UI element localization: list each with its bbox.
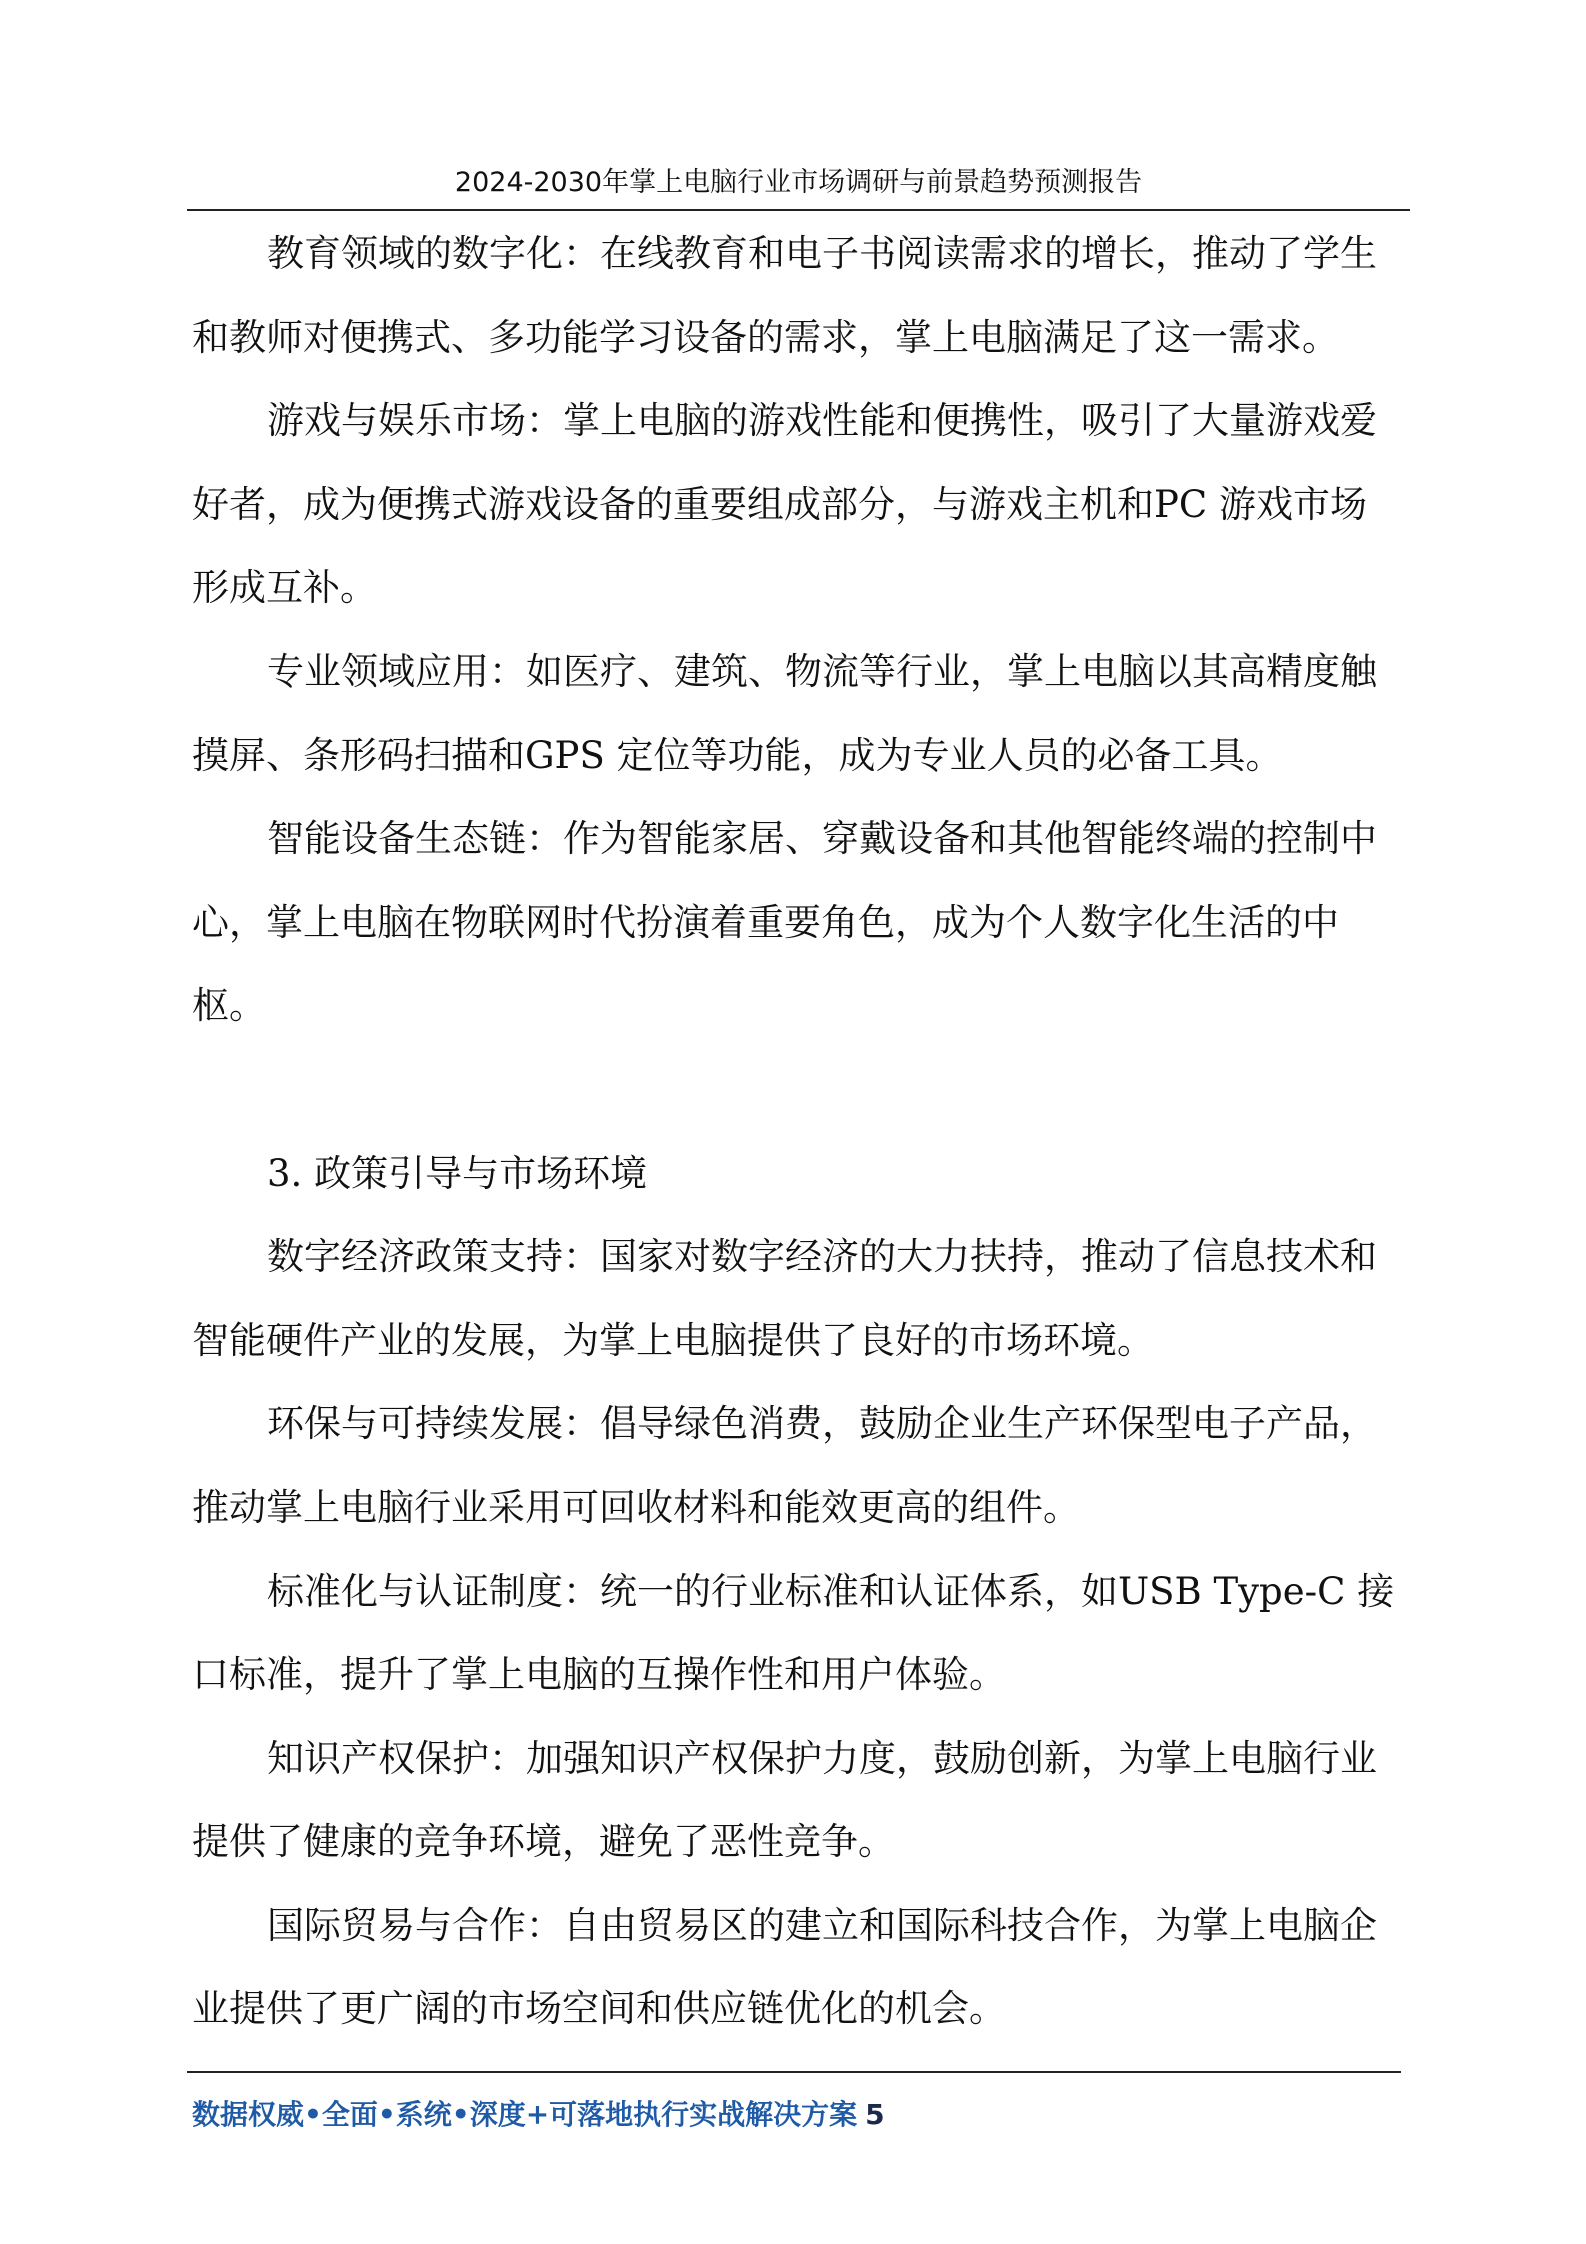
- text-line: 枢。: [192, 984, 266, 1028]
- text-line: 业提供了更广阔的市场空间和供应链优化的机会。: [192, 1987, 1006, 2031]
- footer-divider: [187, 2071, 1401, 2073]
- section-heading: 3. 政策引导与市场环境: [267, 1151, 648, 1195]
- text-line: 环保与可持续发展：倡导绿色消费，鼓励企业生产环保型电子产品，: [267, 1402, 1377, 1446]
- paragraph-standardization: [192, 1550, 1407, 1717]
- blank-line: [192, 1048, 1407, 1132]
- header-divider: [187, 209, 1410, 211]
- text-line: 标准化与认证制度：统一的行业标准和认证体系，如USB Type-C 接: [267, 1569, 1395, 1613]
- paragraph-ip-protection: [192, 1717, 1407, 1884]
- page-footer: [192, 2095, 885, 2135]
- paragraph-international-trade: [192, 1884, 1407, 2051]
- text-line: 知识产权保护：加强知识产权保护力度，鼓励创新，为掌上电脑行业: [267, 1736, 1377, 1780]
- paragraph-professional: [192, 630, 1407, 797]
- text-line: 摸屏、条形码扫描和GPS 定位等功能，成为专业人员的必备工具。: [192, 733, 1283, 777]
- text-line: 教育领域的数字化：在线教育和电子书阅读需求的增长，推动了学生: [267, 232, 1377, 275]
- paragraph-environmental: [192, 1382, 1407, 1549]
- paragraph-smart-ecosystem: [192, 797, 1407, 1048]
- text-line: 口标准，提升了掌上电脑的互操作性和用户体验。: [192, 1653, 1006, 1697]
- text-line: 提供了健康的竞争环境，避免了恶性竞争。: [192, 1820, 895, 1864]
- text-line: 好者，成为便携式游戏设备的重要组成部分，与游戏主机和PC 游戏市场: [192, 482, 1367, 526]
- text-line: 智能硬件产业的发展，为掌上电脑提供了良好的市场环境。: [192, 1318, 1154, 1362]
- text-line: 游戏与娱乐市场：掌上电脑的游戏性能和便携性，吸引了大量游戏爱: [267, 399, 1377, 443]
- text-line: 智能设备生态链：作为智能家居、穿戴设备和其他智能终端的控制中: [267, 817, 1377, 861]
- footer-slogan: 数据权威•全面•系统•深度+可落地执行实战解决方案: [192, 2098, 858, 2131]
- text-line: 和教师对便携式、多功能学习设备的需求，掌上电脑满足了这一需求。: [192, 315, 1339, 359]
- text-line: 数字经济政策支持：国家对数字经济的大力扶持，推动了信息技术和: [267, 1235, 1377, 1279]
- page-body: [192, 212, 1407, 2051]
- paragraph-education: [192, 212, 1407, 379]
- text-line: 专业领域应用：如医疗、建筑、物流等行业，掌上电脑以其高精度触: [267, 649, 1377, 693]
- text-line: 国际贸易与合作：自由贸易区的建立和国际科技合作，为掌上电脑企: [267, 1903, 1377, 1947]
- paragraph-digital-economy: [192, 1215, 1407, 1382]
- text-line: 心，掌上电脑在物联网时代扮演着重要角色，成为个人数字化生活的中: [192, 900, 1339, 944]
- paragraph-gaming: [192, 379, 1407, 630]
- text-line: 形成互补。: [192, 566, 377, 610]
- running-header-title: 2024-2030年掌上电脑行业市场调研与前景趋势预测报告: [454, 167, 1143, 198]
- text-line: 推动掌上电脑行业采用可回收材料和能效更高的组件。: [192, 1485, 1080, 1529]
- page-number: 5: [865, 2098, 885, 2131]
